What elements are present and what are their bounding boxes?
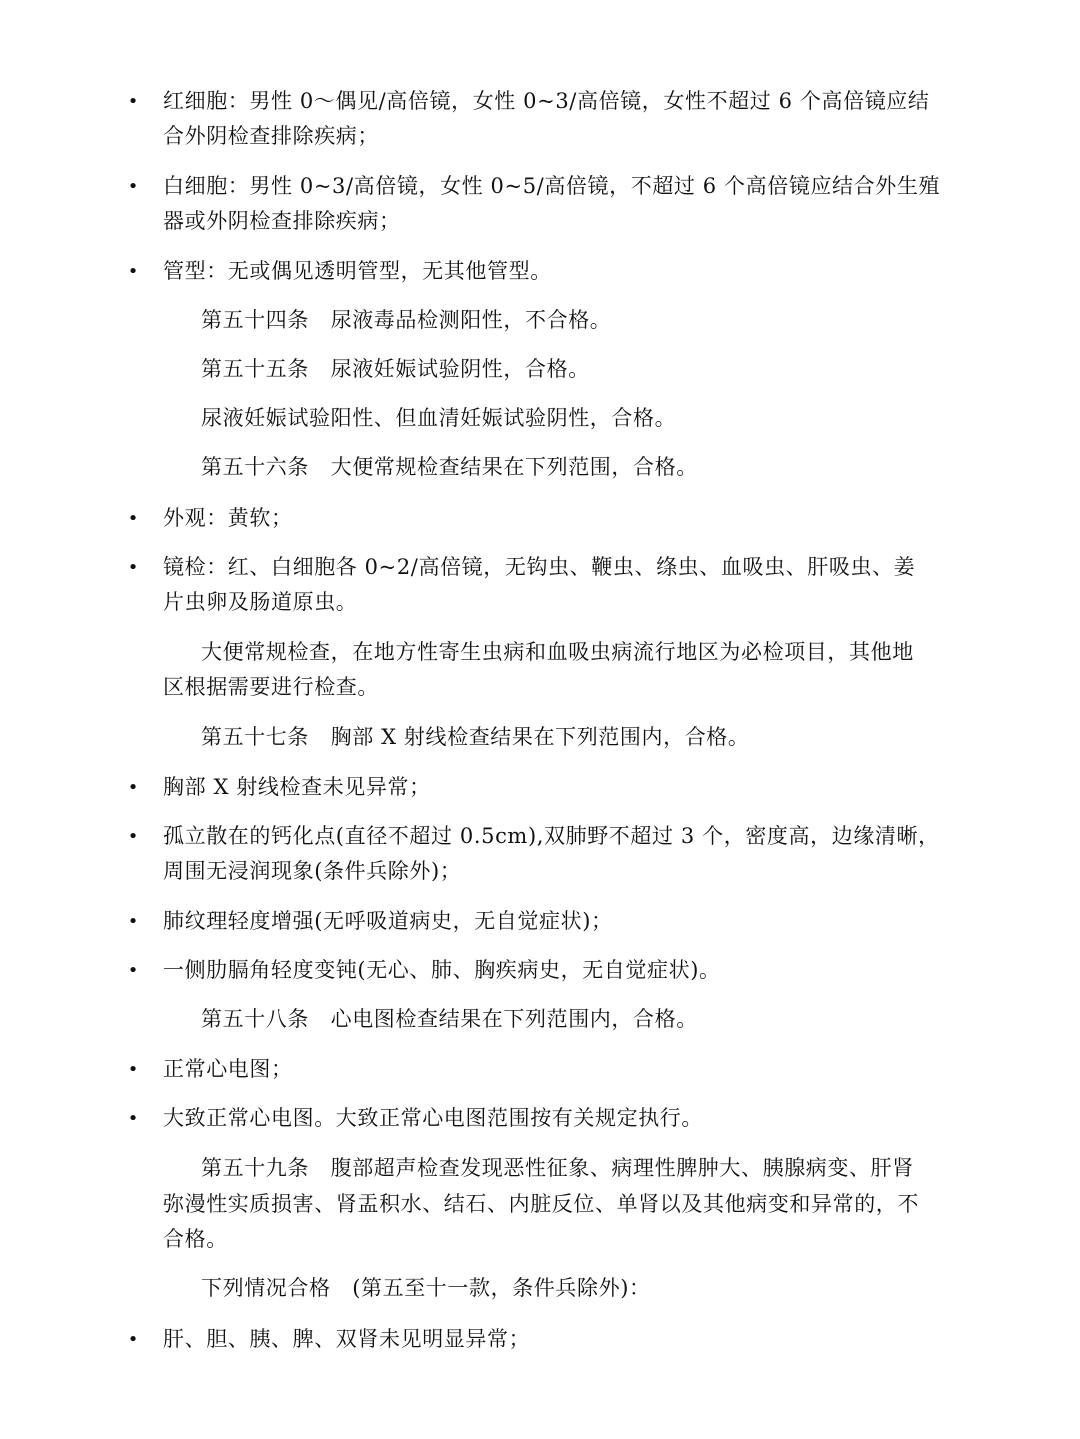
bullet-icon: • <box>127 176 139 197</box>
line-text: 第五十九条 腹部超声检查发现恶性征象、病理性脾肿大、胰腺病变、肝肾 <box>201 1156 914 1180</box>
text-line <box>0 1187 1080 1222</box>
line-text: 大致正常心电图。大致正常心电图范围按有关规定执行。 <box>163 1106 703 1130</box>
bullet-icon: • <box>127 777 139 798</box>
line-text: 尿液妊娠试验阳性、但血清妊娠试验阴性，合格。 <box>201 406 677 430</box>
text-line <box>0 204 1080 239</box>
line-text: 管型：无或偶见透明管型，无其他管型。 <box>163 259 552 283</box>
line-text: 肝、胆、胰、脾、双肾未见明显异常； <box>163 1327 531 1351</box>
bullet-icon: • <box>127 557 139 578</box>
list-item-white-cells <box>0 169 1080 204</box>
list-item-costophrenic-angle <box>0 953 1080 988</box>
article-55-paragraph <box>0 352 1080 387</box>
paragraph <box>0 401 1080 436</box>
line-text: 第五十六条 大便常规检查结果在下列范围，合格。 <box>201 455 698 479</box>
list-item-casts <box>0 254 1080 289</box>
list-item-calcification <box>0 819 1080 854</box>
line-text: 镜检：红、白细胞各 0~2/高倍镜，无钩虫、鞭虫、绦虫、血吸虫、肝吸虫、姜 <box>163 555 916 579</box>
list-item-microscopy <box>0 550 1080 585</box>
text-line <box>0 585 1080 620</box>
list-item-near-normal-ecg <box>0 1101 1080 1136</box>
article-57-paragraph <box>0 720 1080 755</box>
article-56-paragraph <box>0 450 1080 485</box>
bullet-icon: • <box>127 1059 139 1080</box>
text-line <box>0 670 1080 705</box>
bullet-icon: • <box>127 261 139 282</box>
line-text: 下列情况合格 (第五至十一款，条件兵除外)： <box>201 1276 651 1300</box>
line-text: 合外阴检查排除疾病； <box>163 124 379 148</box>
bullet-icon: • <box>127 911 139 932</box>
article-54-paragraph <box>0 303 1080 338</box>
line-text: 外观：黄软； <box>163 506 293 530</box>
bullet-icon: • <box>127 1329 139 1350</box>
bullet-icon: • <box>127 91 139 112</box>
line-text: 第五十五条 尿液妊娠试验阴性，合格。 <box>201 357 590 381</box>
line-text: 一侧肋膈角轻度变钝(无心、肺、胸疾病史，无自觉症状)。 <box>163 958 721 982</box>
line-text: 孤立散在的钙化点(直径不超过 0.5cm),双肺野不超过 3 个，密度高，边缘清晰， <box>163 824 940 848</box>
line-text: 第五十四条 尿液毒品检测阳性，不合格。 <box>201 308 612 332</box>
text-line <box>0 854 1080 889</box>
line-text: 第五十七条 胸部 X 射线检查结果在下列范围内，合格。 <box>201 725 750 749</box>
line-text: 肺纹理轻度增强(无呼吸道病史，无自觉症状)； <box>163 909 613 933</box>
paragraph <box>0 635 1080 670</box>
line-text: 白细胞：男性 0~3/高倍镜，女性 0~5/高倍镜，不超过 6 个高倍镜应结合外生殖 <box>163 174 941 198</box>
line-text: 正常心电图； <box>163 1057 293 1081</box>
line-text: 大便常规检查，在地方性寄生虫病和血吸虫病流行地区为必检项目，其他地 <box>201 640 914 664</box>
line-text: 器或外阴检查排除疾病； <box>163 209 401 233</box>
line-text: 片虫卵及肠道原虫。 <box>163 590 358 614</box>
list-item-lung-markings <box>0 904 1080 939</box>
article-58-paragraph <box>0 1002 1080 1037</box>
list-item-xray <box>0 770 1080 805</box>
list-item-red-cells <box>0 84 1080 119</box>
bullet-icon: • <box>127 826 139 847</box>
line-text: 区根据需要进行检查。 <box>163 675 379 699</box>
list-item-normal-ecg <box>0 1052 1080 1087</box>
bullet-icon: • <box>127 960 139 981</box>
bullet-icon: • <box>127 1108 139 1129</box>
paragraph <box>0 1271 1080 1306</box>
line-text: 周围无浸润现象(条件兵除外)； <box>163 859 462 883</box>
bullet-icon: • <box>127 508 139 529</box>
list-item-appearance <box>0 501 1080 536</box>
text-line <box>0 1222 1080 1257</box>
list-item-organs <box>0 1322 1080 1357</box>
line-text: 胸部 X 射线检查未见异常； <box>163 775 431 799</box>
article-59-paragraph <box>0 1151 1080 1186</box>
line-text: 合格。 <box>163 1227 228 1251</box>
line-text: 红细胞：男性 0～偶见/高倍镜，女性 0~3/高倍镜，女性不超过 6 个高倍镜应结 <box>163 89 930 113</box>
text-line <box>0 119 1080 154</box>
line-text: 第五十八条 心电图检查结果在下列范围内，合格。 <box>201 1007 698 1031</box>
line-text: 弥漫性实质损害、肾盂积水、结石、内脏反位、单肾以及其他病变和异常的，不 <box>163 1192 919 1216</box>
